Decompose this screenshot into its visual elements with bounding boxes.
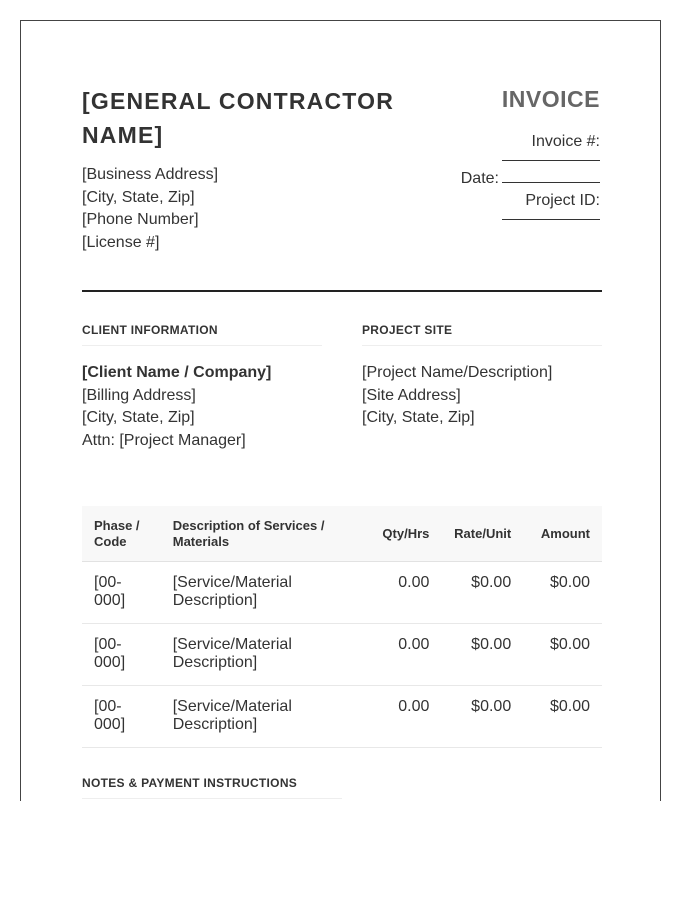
row-code: [00-000] — [82, 562, 161, 624]
project-id-field[interactable] — [400, 212, 600, 227]
row-rate: $0.00 — [441, 562, 523, 624]
row-qty: 0.00 — [359, 624, 442, 686]
site-city-state-zip: [City, State, Zip] — [362, 409, 475, 426]
row-description: [Service/Material Description] — [161, 686, 359, 748]
invoice-date-field[interactable] — [502, 181, 600, 183]
row-qty: 0.00 — [359, 562, 442, 624]
invoice-page — [20, 20, 661, 801]
client-name: [Client Name / Company] — [82, 364, 272, 381]
header-divider — [82, 290, 602, 292]
row-qty: 0.00 — [359, 686, 442, 748]
contractor-details — [82, 164, 218, 254]
invoice-meta — [400, 131, 600, 227]
table-row — [82, 624, 602, 686]
table-row — [82, 686, 602, 748]
client-information — [82, 323, 322, 452]
client-attention: Attn: [Project Manager] — [82, 431, 246, 449]
business-address: [Business Address] — [82, 166, 219, 183]
row-code: [00-000] — [82, 624, 161, 686]
invoice-number-label: Invoice #: — [531, 133, 600, 150]
project-site — [362, 323, 602, 430]
line-items-table — [82, 506, 602, 748]
business-license: [License #] — [82, 233, 160, 251]
row-rate: $0.00 — [441, 624, 523, 686]
header-description: Description of Services / Materials — [161, 506, 359, 562]
notes-section — [82, 776, 342, 799]
table-row — [82, 562, 602, 624]
row-amount: $0.00 — [523, 686, 602, 748]
business-city-state-zip: [City, State, Zip] — [82, 188, 195, 206]
site-heading: PROJECT SITE — [362, 323, 602, 346]
table-header-row — [82, 506, 602, 562]
row-amount: $0.00 — [523, 562, 602, 624]
row-description: [Service/Material Description] — [161, 624, 359, 686]
row-amount: $0.00 — [523, 624, 602, 686]
client-city-state-zip: [City, State, Zip] — [82, 409, 195, 426]
header-qty: Qty/Hrs — [359, 506, 442, 562]
row-rate: $0.00 — [441, 686, 523, 748]
invoice-date-row — [400, 168, 600, 190]
invoice-number-field[interactable] — [400, 153, 600, 168]
invoice-title: INVOICE — [501, 86, 600, 112]
client-billing-address: [Billing Address] — [82, 386, 196, 404]
header-amount: Amount — [523, 506, 602, 562]
site-address: [Site Address] — [362, 386, 461, 404]
notes-heading: NOTES & PAYMENT INSTRUCTIONS — [82, 776, 342, 799]
header-phase-code: Phase / Code — [82, 506, 161, 562]
row-description: [Service/Material Description] — [161, 562, 359, 624]
business-phone: [Phone Number] — [82, 211, 199, 228]
row-code: [00-000] — [82, 686, 161, 748]
client-heading: CLIENT INFORMATION — [82, 323, 322, 346]
project-id-label: Project ID: — [525, 192, 600, 209]
invoice-date-label: Date: — [460, 170, 499, 187]
site-project-name: [Project Name/Description] — [362, 364, 553, 381]
header-rate: Rate/Unit — [441, 506, 523, 562]
contractor-name: [GENERAL CONTRACTOR NAME] — [82, 88, 395, 148]
